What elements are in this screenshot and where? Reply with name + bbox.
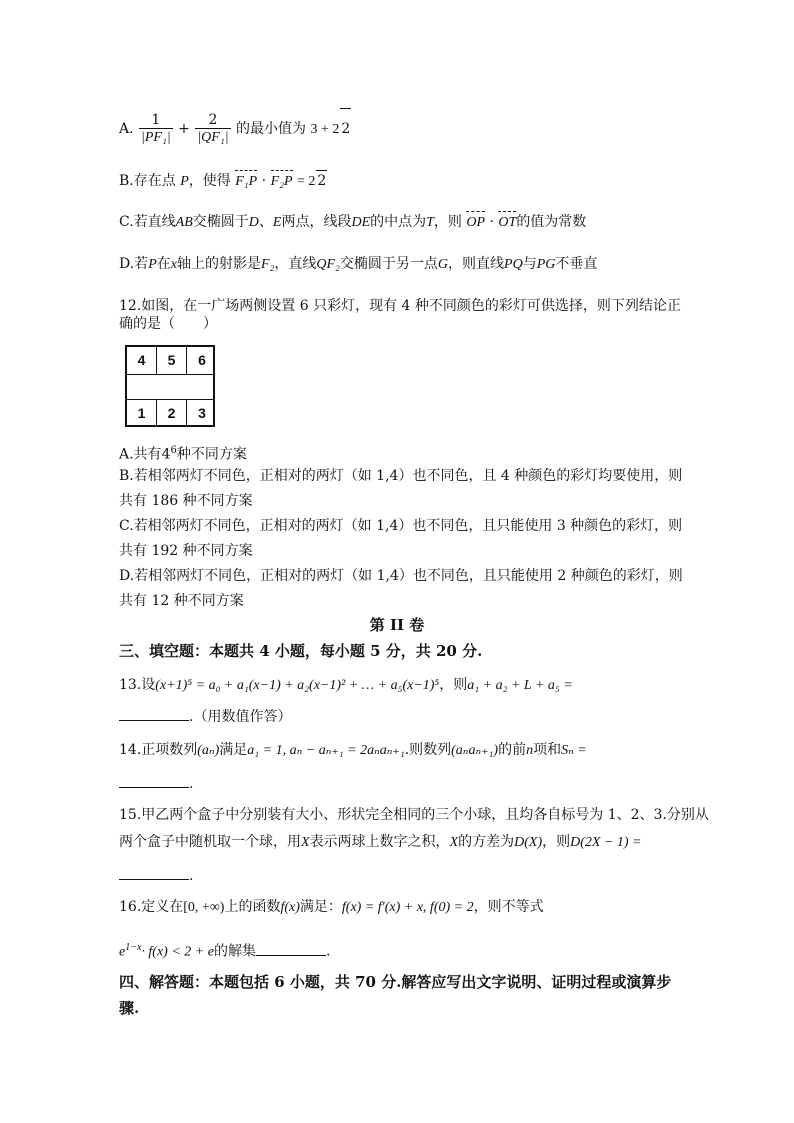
q11-option-a: [119, 108, 351, 150]
option-text: 种不同方案: [176, 446, 247, 463]
lamp-cell: 2: [157, 400, 187, 427]
expansion-formula: (x+1)⁵ = a₀ + a₁(x−1) + a₂(x−1)² + … + a₅(x−1)⁵: [155, 678, 440, 693]
lamp-cell: 5: [157, 347, 187, 374]
q11-option-b: [119, 170, 327, 192]
option-text: 的最小值为: [236, 121, 307, 137]
option-text: ，直线: [274, 256, 317, 272]
option-prefix: B.存在点: [119, 173, 176, 189]
vector-f2p: F₂P: [271, 172, 293, 192]
plus-sign: +: [178, 121, 190, 137]
lamp-layout-figure: [125, 345, 215, 427]
line-pg: PG: [536, 257, 556, 272]
value: = 2: [297, 174, 316, 189]
q12-option-a: [119, 441, 247, 465]
q13-line-1: [119, 675, 573, 696]
sqrt: 2: [340, 108, 351, 149]
denominator: |QF₁|: [197, 129, 229, 145]
sequence: (aₙ): [197, 743, 220, 758]
question-text: 的方差为: [458, 834, 515, 850]
points-de: D、E: [248, 215, 282, 230]
option-text: 交椭圆于: [192, 214, 249, 230]
vector-op: OP: [466, 213, 485, 233]
partial-sum: Sₙ =: [561, 743, 587, 758]
option-text: 的中点为: [370, 214, 427, 230]
lamp-cell: 1: [127, 400, 157, 427]
lamp-cell: 4: [127, 347, 157, 374]
question-text: .则数列: [404, 742, 452, 758]
q15-line-2: [119, 832, 642, 853]
option-prefix: A.共有: [119, 446, 162, 463]
answer-blank: [119, 706, 189, 721]
q11-option-d: [119, 254, 597, 275]
vector-f1p: F₁P: [235, 172, 257, 192]
question-note: .（用数值作答）: [189, 709, 292, 725]
q12-option-c-line-2: 共有 192 种不同方案: [119, 543, 253, 559]
point-g: G: [437, 257, 449, 272]
power-exponent: 6: [170, 445, 177, 456]
question-text: 满足: [219, 742, 248, 758]
sqrt: 2: [316, 170, 327, 191]
section-2-title: 第 II 卷: [369, 616, 425, 634]
question-text: 的前: [498, 742, 527, 758]
option-text: 与: [522, 256, 537, 272]
question-text: 表示两球上数字之积，: [309, 834, 450, 850]
option-text: 两点，线段: [281, 214, 352, 230]
option-text: 在: [156, 256, 171, 272]
fraction-2: [195, 112, 230, 147]
question-text: ，则不等式: [473, 899, 544, 915]
vector-ot: OT: [498, 213, 516, 233]
question-number: 16.定义在: [119, 899, 184, 915]
q11-option-c: [119, 212, 586, 233]
answer-blank: [256, 941, 326, 956]
question-number: 13.设: [119, 677, 156, 693]
point-t: T: [426, 215, 434, 230]
option-text: 交椭圆于另一点: [339, 256, 438, 272]
variable-x: X: [449, 835, 459, 850]
denominator: |PF₁|: [141, 129, 171, 145]
fraction-1: [139, 112, 173, 147]
dot-operator: ·: [489, 214, 494, 230]
option-text: 轴上的射影是: [176, 256, 261, 272]
q13-line-2: [119, 706, 291, 727]
option-prefix: A.: [119, 121, 134, 137]
exp-base: e: [119, 944, 126, 960]
q12-option-d-line-2: 共有 12 种不同方案: [119, 593, 244, 609]
option-text: ，则直线: [448, 256, 505, 272]
inequality: · f(x) < 2 + e: [141, 944, 214, 960]
variable-x: X: [301, 835, 310, 850]
q14-line-2: [119, 773, 193, 794]
line-qf2: QF₂: [316, 257, 340, 272]
q12-option-c-line-1: C.若相邻两灯不同色，正相对的两灯（如 1,4）也不同色，且只能使用 3 种颜色的彩灯，则: [119, 518, 683, 534]
option-prefix: D.若: [119, 256, 149, 272]
question-text: 上的函数: [224, 899, 281, 915]
question-number: 14.正项数列: [119, 742, 198, 758]
period: .: [189, 776, 194, 792]
option-prefix: C.若直线: [119, 214, 176, 230]
power-base: 4: [161, 446, 171, 463]
x-axis: x: [170, 257, 177, 272]
period: .: [189, 868, 194, 884]
q12-stem-line-1: 12.如图，在一广场两侧设置 6 只彩灯，现有 4 种不同颜色的彩灯可供选择，则下列结论正: [119, 298, 681, 314]
condition: f(x) = f′(x) + x, f(0) = 2: [341, 900, 474, 915]
question-text: 的解集: [213, 943, 256, 960]
answer-blank: [119, 773, 189, 788]
option-text: ，则: [433, 214, 462, 230]
line-pq: PQ: [504, 257, 523, 272]
answer-blank: [119, 865, 189, 880]
point-p: P: [148, 257, 157, 272]
question-text: ，则: [439, 677, 468, 693]
section-4-header-line-1: 四、解答题：本题包括 6 小题，共 70 分.解答应写出文字说明、证明过程或演算步: [119, 973, 672, 991]
variance-dx: D(X): [514, 835, 543, 850]
recurrence: a₁ = 1, aₙ − aₙ₊₁ = 2aₙaₙ₊₁: [247, 743, 405, 758]
dot-operator: ·: [261, 173, 267, 189]
q12-option-b-line-1: B.若相邻两灯不同色，正相对的两灯（如 1,4）也不同色，且 4 种颜色的彩灯均要使用，则: [119, 468, 683, 484]
q12-option-d-line-1: D.若相邻两灯不同色，正相对的两灯（如 1,4）也不同色，且只能使用 2 种颜色的彩灯，则: [119, 568, 683, 584]
sequence-2: (aₙaₙ₊₁): [451, 743, 499, 758]
q15-line-1: 15.甲乙两个盒子中分别装有大小、形状完全相同的三个小球，且均各自标号为 1、2、3.分别从: [119, 807, 709, 823]
q12-stem-line-2: 确的是（ ）: [119, 316, 217, 332]
section-3-header: 三、填空题：本题共 4 小题，每小题 5 分，共 20 分.: [119, 642, 483, 660]
option-text: 不垂直: [555, 256, 598, 272]
exp-exponent: 1−x: [125, 942, 142, 953]
q16-line-1: [119, 897, 544, 918]
option-text: 的值为常数: [516, 214, 587, 230]
variance-d2x: D(2X − 1) =: [570, 835, 642, 850]
section-4-header-line-2: 骤.: [119, 999, 140, 1017]
min-value: 3 + 2: [310, 122, 340, 137]
lamp-cell: 6: [198, 352, 206, 368]
question-text: 两个盒子中随机取一个球，用: [119, 834, 301, 850]
divider-top: [127, 374, 213, 375]
segment-de: DE: [351, 215, 371, 230]
focus-f2: F₂: [260, 257, 275, 272]
q12-option-b-line-2: 共有 186 种不同方案: [119, 493, 253, 509]
function-f: f(x): [280, 900, 300, 915]
lamp-cell: 3: [198, 405, 206, 421]
numerator: 2: [208, 111, 218, 128]
variable-n: n: [526, 743, 534, 758]
line-ab: AB: [175, 215, 193, 230]
option-text: ，使得: [188, 173, 231, 189]
q14-line-1: [119, 740, 587, 761]
q15-line-3: [119, 865, 193, 886]
question-text: ，则: [542, 834, 571, 850]
period: .: [325, 943, 331, 960]
asked-sum: a₁ + a₂ + L + a₅ =: [467, 678, 573, 693]
point-p: P: [180, 174, 189, 189]
interval: [0, +∞): [183, 900, 225, 915]
q16-line-2: [119, 938, 330, 963]
numerator: 1: [151, 111, 161, 128]
question-text: 满足：: [299, 899, 342, 915]
question-text: 项和: [533, 742, 562, 758]
